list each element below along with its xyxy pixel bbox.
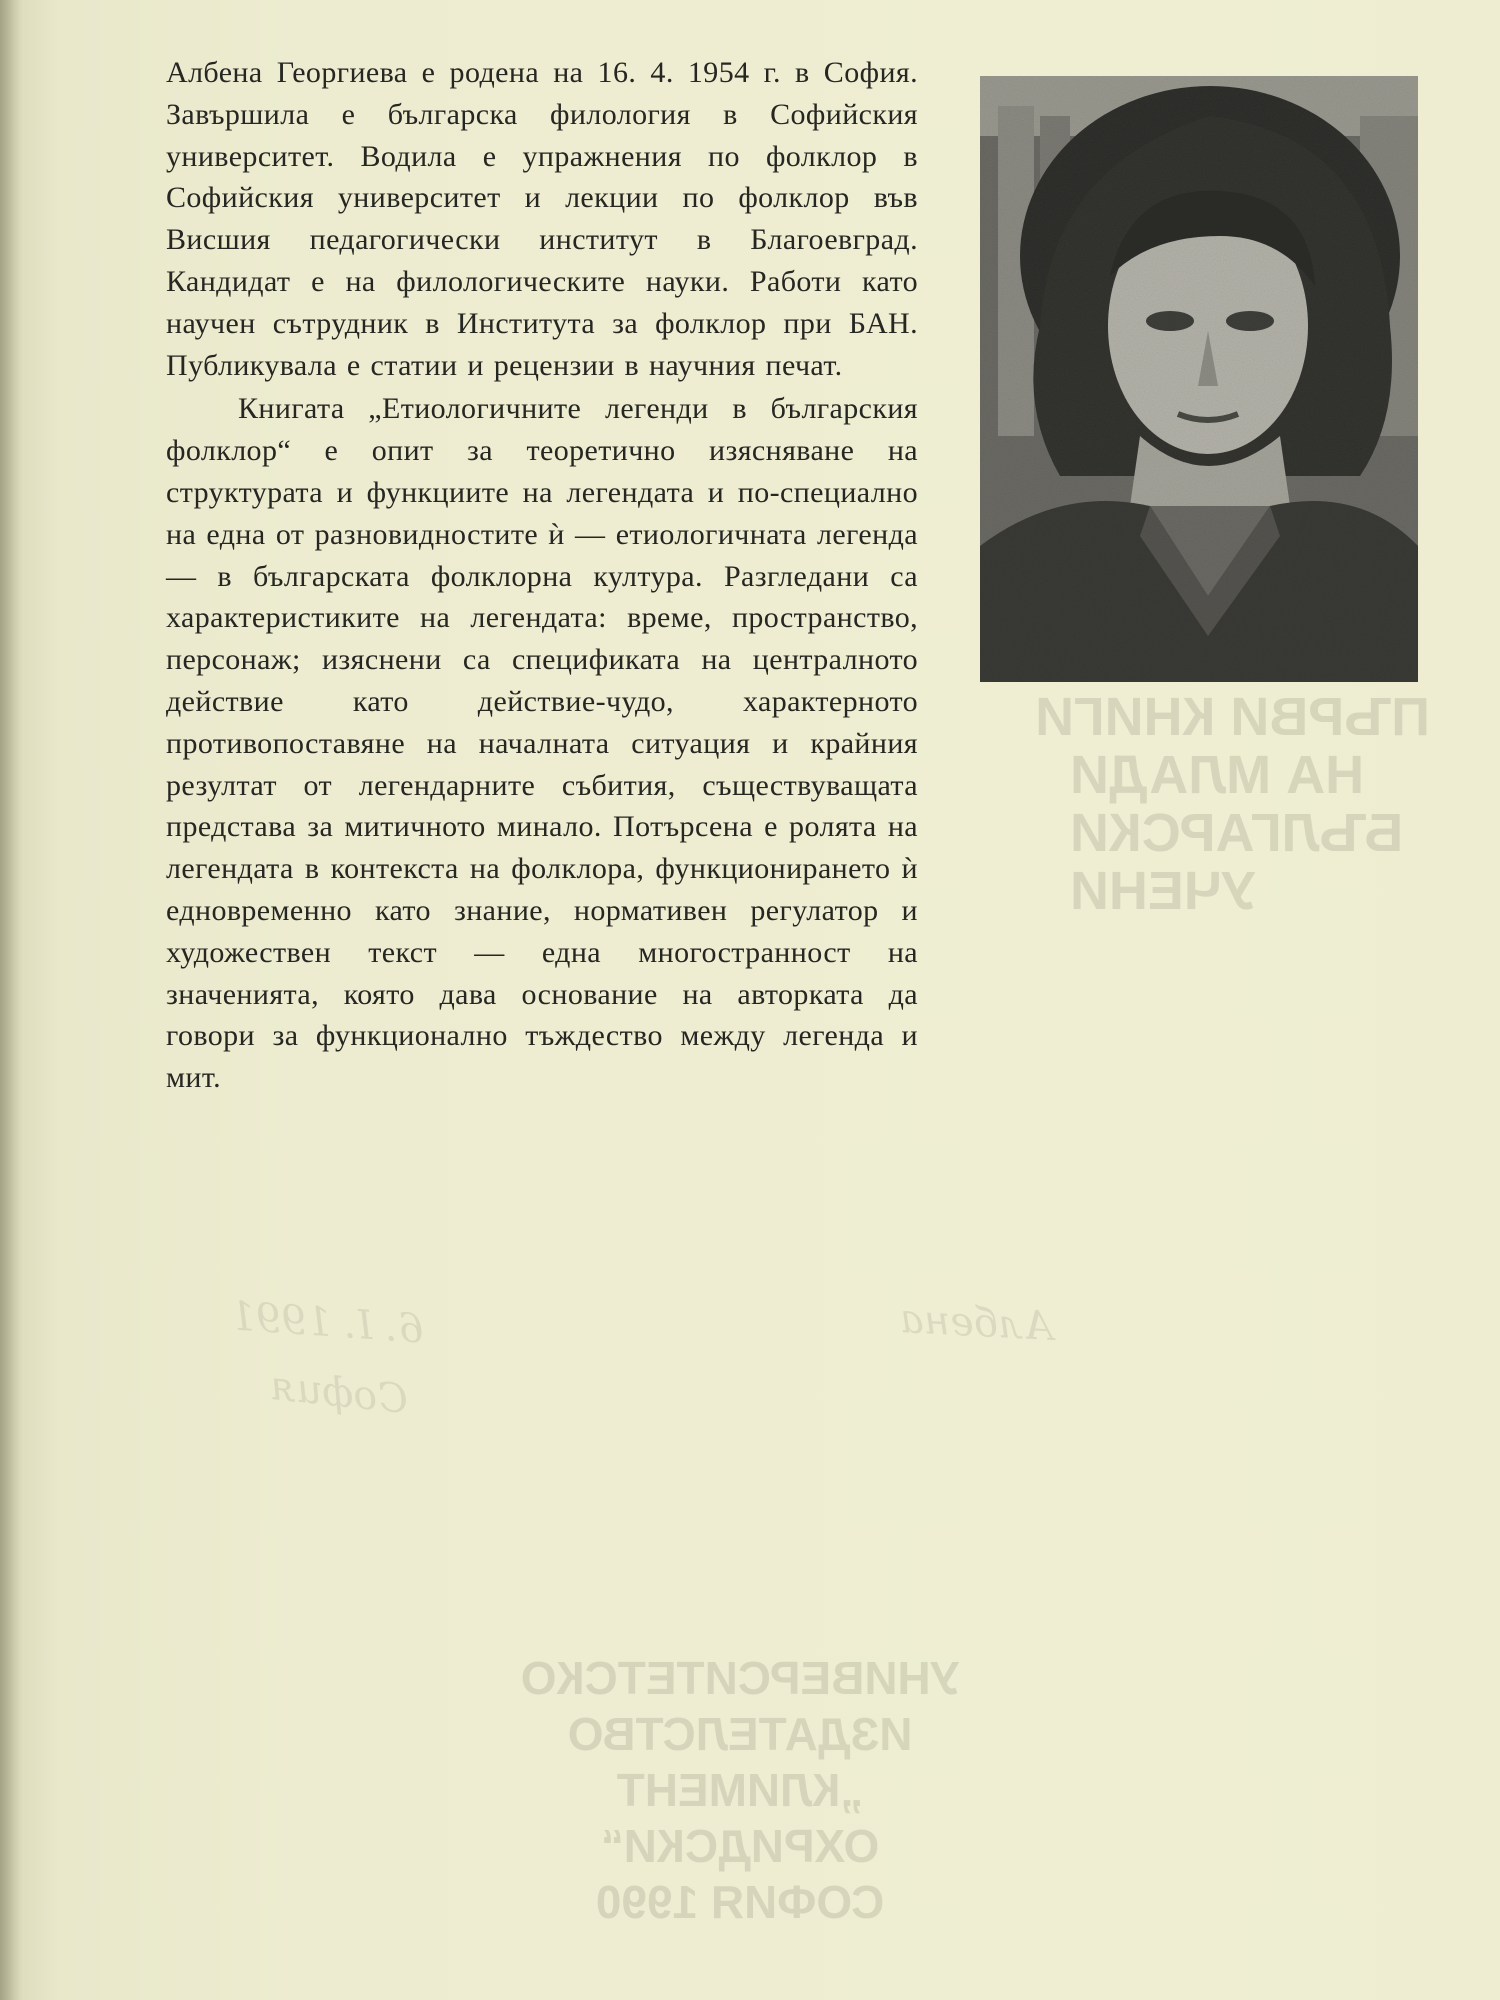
biography-paragraph-2: Книгата „Етиологичните легенди в българския фолклор“ е опит за теоретично изясняване на структурата и функциите на легендата и по-специално на една от разновидностите ѝ — етиологичната легенда — в българската фолклорна култура. Разгледани са характеристиките на легендата: време, пространство, персонаж; изяснени са спецификата на централното действие като действие-чудо, характерното противопоставяне на началната ситуация и крайния резултат от легендарните събития, съществуващата представа за митичното минало. Потърсена е ролята на легендата в контекста на фолклора, функционирането ѝ едновременно като знание, нормативен регулатор и художествен текст — една многостранност на значенията, която дава основание на авторката да говори за функционално тъждество между легенда и мит. [166,392,918,1095]
bleed-line: БЪЛГАРСКИ [1070,803,1404,863]
bleed-line: НА МЛАДИ [1070,745,1365,805]
bleed-through-publisher [420,1650,1060,1930]
author-portrait-photo [980,76,1418,682]
bleed-handwriting-signature: Албена [898,1296,1056,1350]
bleed-handwriting-city: София [267,1362,411,1424]
page-gutter-shadow [0,0,22,2000]
portrait-icon [980,76,1418,682]
biography-paragraph-1: Албена Георгиева е родена на 16. 4. 1954 г. в София. Завършила е българска филология в Софийския университет. Водила е упражнения по фолклор в Софийския университет и лекции по фолклор във Висшия педагогически институт в Благоевград. Кандидат е на филологическите науки. Работи като научен сътрудник в Института за фолклор при БАН. Публикувала е статии и рецензии в научния печат. [166,56,918,382]
author-biography [166,52,918,1099]
bleed-line: СОФИЯ 1990 [595,1876,885,1928]
bleed-handwriting-date: 6. I. 1991 [228,1293,426,1353]
bleed-line: „КЛИМЕНТ [616,1764,864,1816]
bleed-through-series-title [1035,687,1430,921]
bleed-line: УЧЕНИ [1070,861,1256,921]
bleed-line: ПЪРВИ КНИГИ [1035,687,1430,747]
bleed-line: УНИВЕРСИТЕТСКО [520,1652,960,1704]
bleed-line: ИЗДАТЕЛСТВО [567,1708,913,1760]
bleed-line: ОХРИДСКИ“ [600,1820,880,1872]
